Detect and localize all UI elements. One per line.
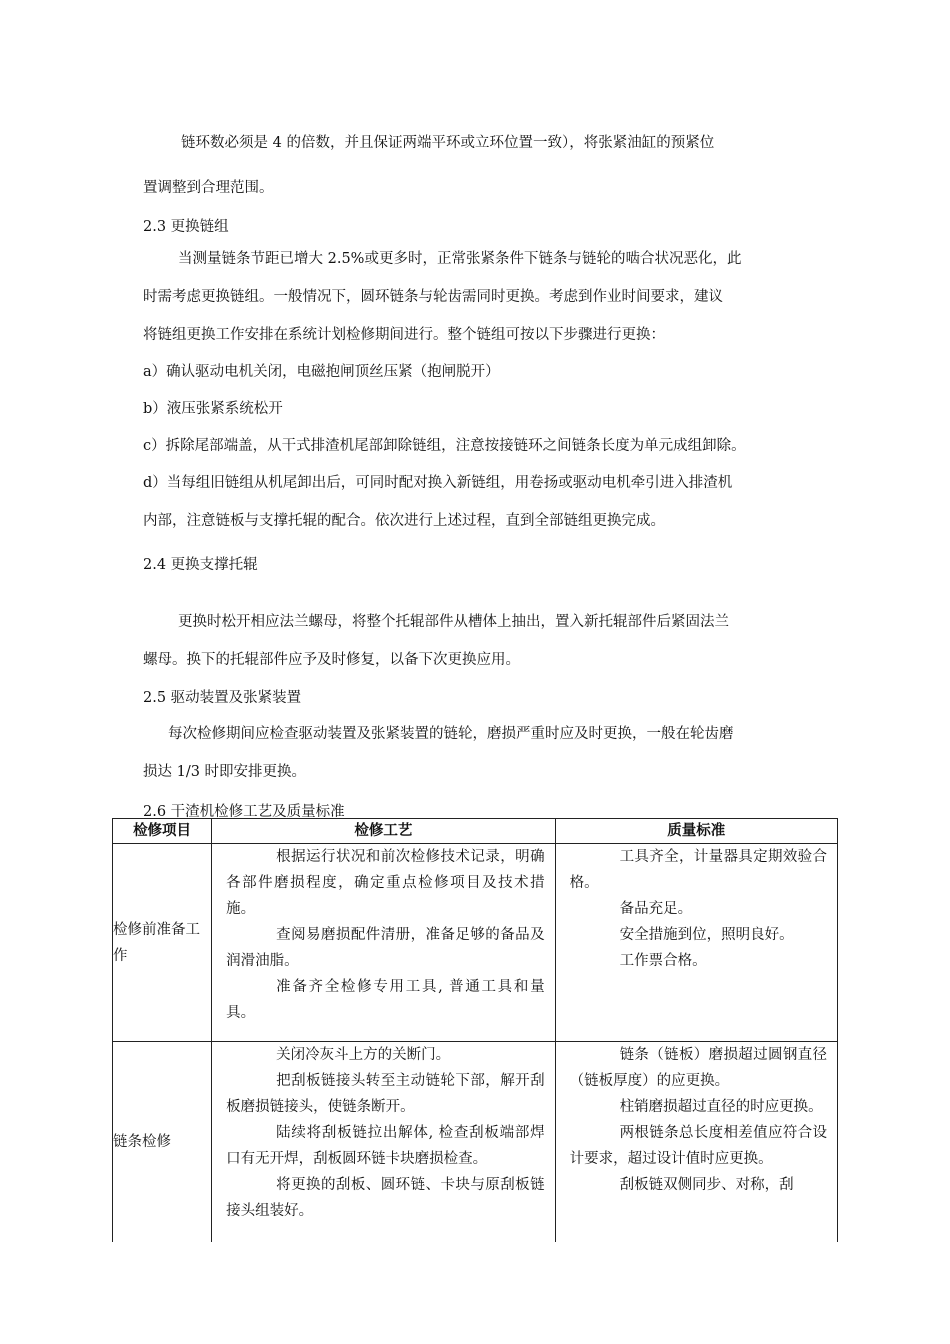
- standard-item: 安全措施到位，照明良好。: [619, 927, 794, 943]
- section-heading-2-5: 2.5 驱动装置及张紧装置: [143, 690, 302, 706]
- standard-item: 链条（链板）磨损超过圆钢直径（链板厚度）的应更换。: [569, 1047, 827, 1089]
- item-cell: [113, 1042, 212, 1242]
- standard-item: 备品充足。: [619, 901, 693, 917]
- step-b: b）液压张紧系统松开: [143, 401, 283, 417]
- item-label: 检修前准备工作: [113, 921, 200, 964]
- standard-item: 工具齐全，计量器具定期效验合格。: [569, 849, 827, 891]
- paragraph-line: 螺母。换下的托辊部件应予及时修复，以备下次更换应用。: [143, 652, 520, 668]
- paragraph-line: 置调整到合理范围。: [143, 180, 274, 196]
- standard-cell: [555, 1042, 837, 1242]
- table-row: [113, 1042, 838, 1242]
- item-label: 链条检修: [113, 1133, 171, 1150]
- paragraph-line: 当测量链条节距已增大 2.5%或更多时，正常张紧条件下链条与链轮的啮合状况恶化，此: [178, 251, 742, 267]
- standard-item: 柱销磨损超过直径的时应更换。: [619, 1099, 823, 1115]
- process-step: 查阅易磨损配件清册，准备足够的备品及润滑油脂。: [226, 927, 545, 969]
- standard-cell: [555, 844, 837, 1042]
- header-standard: 质量标准: [555, 819, 837, 844]
- step-d: d）当每组旧链组从机尾卸出后，可同时配对换入新链组，用卷扬或驱动电机牵引进入排渣机: [143, 475, 733, 491]
- process-cell: [212, 1042, 555, 1242]
- step-a: a）确认驱动电机关闭，电磁抱闸顶丝压紧（抱闸脱开）: [143, 364, 500, 380]
- process-step: 准备齐全检修专用工具, 普通工具和量具。: [226, 979, 545, 1021]
- step-c: c）拆除尾部端盖，从干式排渣机尾部卸除链组，注意按接链环之间链条长度为单元成组卸除。: [143, 438, 746, 454]
- paragraph-line: 链环数必须是 4 的倍数，并且保证两端平环或立环位置一致），将张紧油缸的预紧位: [181, 135, 715, 151]
- paragraph-line: 每次检修期间应检查驱动装置及张紧装置的链轮，磨损严重时应及时更换，一般在轮齿磨: [168, 726, 734, 742]
- item-cell: [113, 844, 212, 1042]
- standard-item: 工作票合格。: [619, 953, 707, 969]
- header-item: 检修项目: [113, 819, 212, 844]
- process-step: 陆续将刮板链拉出解体, 检查刮板端部焊口有无开焊，刮板圆环链卡块磨损检查。: [226, 1125, 545, 1167]
- process-step: 将更换的刮板、圆环链、卡块与原刮板链接头组装好。: [226, 1177, 545, 1219]
- process-step: 根据运行状况和前次检修技术记录，明确各部件磨损程度，确定重点检修项目及技术措施。: [226, 849, 545, 917]
- section-heading-2-3: 2.3 更换链组: [143, 219, 229, 235]
- table-row: [113, 844, 838, 1042]
- section-heading-2-4: 2.4 更换支撑托辊: [143, 557, 258, 573]
- paragraph-line: 损达 1/3 时即安排更换。: [143, 764, 307, 780]
- step-d-continued: 内部，注意链板与支撑托辊的配合。依次进行上述过程，直到全部链组更换完成。: [143, 513, 665, 529]
- process-step: 把刮板链接头转至主动链轮下部，解开刮板磨损链接头，使链条断开。: [226, 1073, 545, 1115]
- process-step: 关闭冷灰斗上方的关断门。: [276, 1047, 451, 1063]
- standard-item: 两根链条总长度相差值应符合设计要求，超过设计值时应更换。: [569, 1125, 827, 1167]
- maintenance-standards-table: [112, 818, 838, 1242]
- section-heading-2-6: 2.6 干渣机检修工艺及质量标准: [143, 804, 345, 820]
- header-process: 检修工艺: [212, 819, 555, 844]
- table-header-row: [113, 819, 838, 844]
- paragraph-line: 时需考虑更换链组。一般情况下，圆环链条与轮齿需同时更换。考虑到作业时间要求，建议: [143, 289, 723, 305]
- standard-item: 刮板链双侧同步、对称，刮: [619, 1177, 794, 1193]
- paragraph-line: 将链组更换工作安排在系统计划检修期间进行。整个链组可按以下步骤进行更换：: [143, 327, 665, 343]
- paragraph-line: 更换时松开相应法兰螺母，将整个托辊部件从槽体上抽出，置入新托辊部件后紧固法兰: [178, 614, 729, 630]
- process-cell: [212, 844, 555, 1042]
